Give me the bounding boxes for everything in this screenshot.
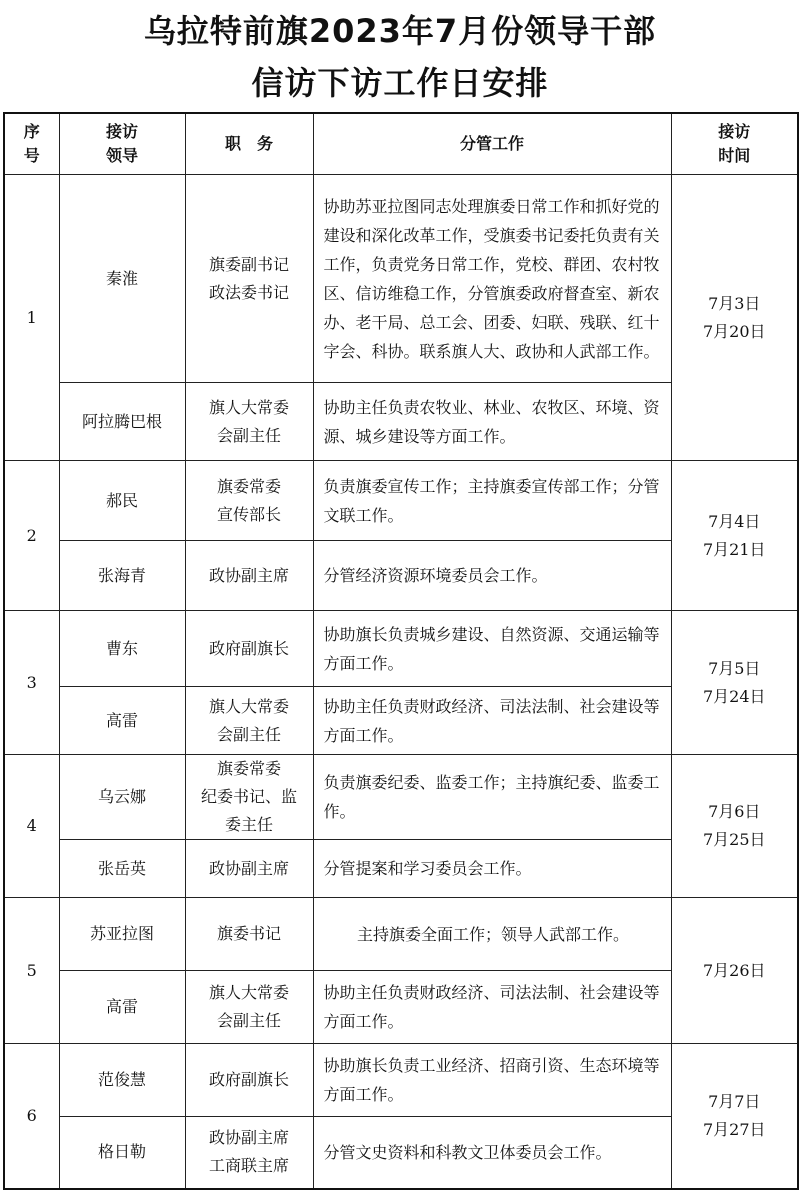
position-cell: 旗委常委 宣传部长: [185, 461, 313, 541]
duty-cell: 主持旗委全面工作；领导人武部工作。: [313, 898, 671, 971]
leader-cell: 张岳英: [59, 840, 185, 898]
header-seq: 序 号: [4, 113, 59, 175]
position-cell: 旗人大常委 会副主任: [185, 971, 313, 1044]
date-cell: 7月5日 7月24日: [671, 611, 798, 755]
duty-cell: 协助主任负责农牧业、林业、农牧区、环境、资源、城乡建设等方面工作。: [313, 383, 671, 461]
duty-cell: 协助主任负责财政经济、司法法制、社会建设等方面工作。: [313, 971, 671, 1044]
leader-cell: 高雷: [59, 687, 185, 755]
document-title-line-1: 乌拉特前旗2023年7月份领导干部: [143, 12, 657, 50]
duty-cell: 分管经济资源环境委员会工作。: [313, 541, 671, 611]
position-cell: 政协副主席: [185, 840, 313, 898]
duty-cell: 负责旗委宣传工作；主持旗委宣传部工作；分管文联工作。: [313, 461, 671, 541]
duty-cell: 协助苏亚拉图同志处理旗委日常工作和抓好党的建设和深化改革工作，受旗委书记委托负责有关工作，负责党务日常工作，党校、群团、农村牧区、信访维稳工作，分管旗委政府督查室、新农办、老干局、总工会、团委、妇联、残联、红十字会、科协。联系旗人大、政协和人武部工作。: [313, 175, 671, 383]
seq-cell: 2: [4, 461, 59, 611]
leader-cell: 高雷: [59, 971, 185, 1044]
position-cell: 政府副旗长: [185, 611, 313, 687]
position-cell: 旗委常委 纪委书记、监 委主任: [185, 755, 313, 840]
date-cell: 7月3日 7月20日: [671, 175, 798, 461]
date-cell: 7月4日 7月21日: [671, 461, 798, 611]
leader-cell: 乌云娜: [59, 755, 185, 840]
table-row: [4, 175, 798, 383]
leader-cell: 阿拉腾巴根: [59, 383, 185, 461]
schedule-table: [3, 112, 799, 1190]
seq-cell: 6: [4, 1044, 59, 1189]
seq-cell: 4: [4, 755, 59, 898]
duty-cell: 分管文史资料和科教文卫体委员会工作。: [313, 1117, 671, 1189]
table-row: [4, 898, 798, 971]
position-cell: 政府副旗长: [185, 1044, 313, 1117]
duty-cell: 协助旗长负责城乡建设、自然资源、交通运输等方面工作。: [313, 611, 671, 687]
position-cell: 旗委书记: [185, 898, 313, 971]
header-leader: 接访 领导: [59, 113, 185, 175]
table-body: [4, 175, 798, 1189]
date-cell: 7月26日: [671, 898, 798, 1044]
date-cell: 7月7日 7月27日: [671, 1044, 798, 1189]
leader-cell: 曹东: [59, 611, 185, 687]
leader-cell: 苏亚拉图: [59, 898, 185, 971]
duty-cell: 分管提案和学习委员会工作。: [313, 840, 671, 898]
table-row: [4, 755, 798, 840]
header-duty: 分管工作: [313, 113, 671, 175]
header-time: 接访 时间: [671, 113, 798, 175]
table-row: [4, 611, 798, 687]
table-row: [4, 1044, 798, 1117]
duty-cell: 协助主任负责财政经济、司法法制、社会建设等方面工作。: [313, 687, 671, 755]
seq-cell: 3: [4, 611, 59, 755]
leader-cell: 张海青: [59, 541, 185, 611]
leader-cell: 郝民: [59, 461, 185, 541]
seq-cell: 5: [4, 898, 59, 1044]
position-cell: 旗人大常委 会副主任: [185, 383, 313, 461]
position-cell: 旗人大常委 会副主任: [185, 687, 313, 755]
date-cell: 7月6日 7月25日: [671, 755, 798, 898]
leader-cell: 秦淮: [59, 175, 185, 383]
duty-cell: 协助旗长负责工业经济、招商引资、生态环境等方面工作。: [313, 1044, 671, 1117]
header-position: 职 务: [185, 113, 313, 175]
position-cell: 政协副主席: [185, 541, 313, 611]
seq-cell: 1: [4, 175, 59, 461]
table-row: [4, 461, 798, 541]
leader-cell: 范俊慧: [59, 1044, 185, 1117]
table-header-row: [4, 113, 798, 175]
position-cell: 旗委副书记 政法委书记: [185, 175, 313, 383]
position-cell: 政协副主席 工商联主席: [185, 1117, 313, 1189]
duty-cell: 负责旗委纪委、监委工作；主持旗纪委、监委工作。: [313, 755, 671, 840]
document-title-line-2: 信访下访工作日安排: [251, 64, 549, 102]
leader-cell: 格日勒: [59, 1117, 185, 1189]
